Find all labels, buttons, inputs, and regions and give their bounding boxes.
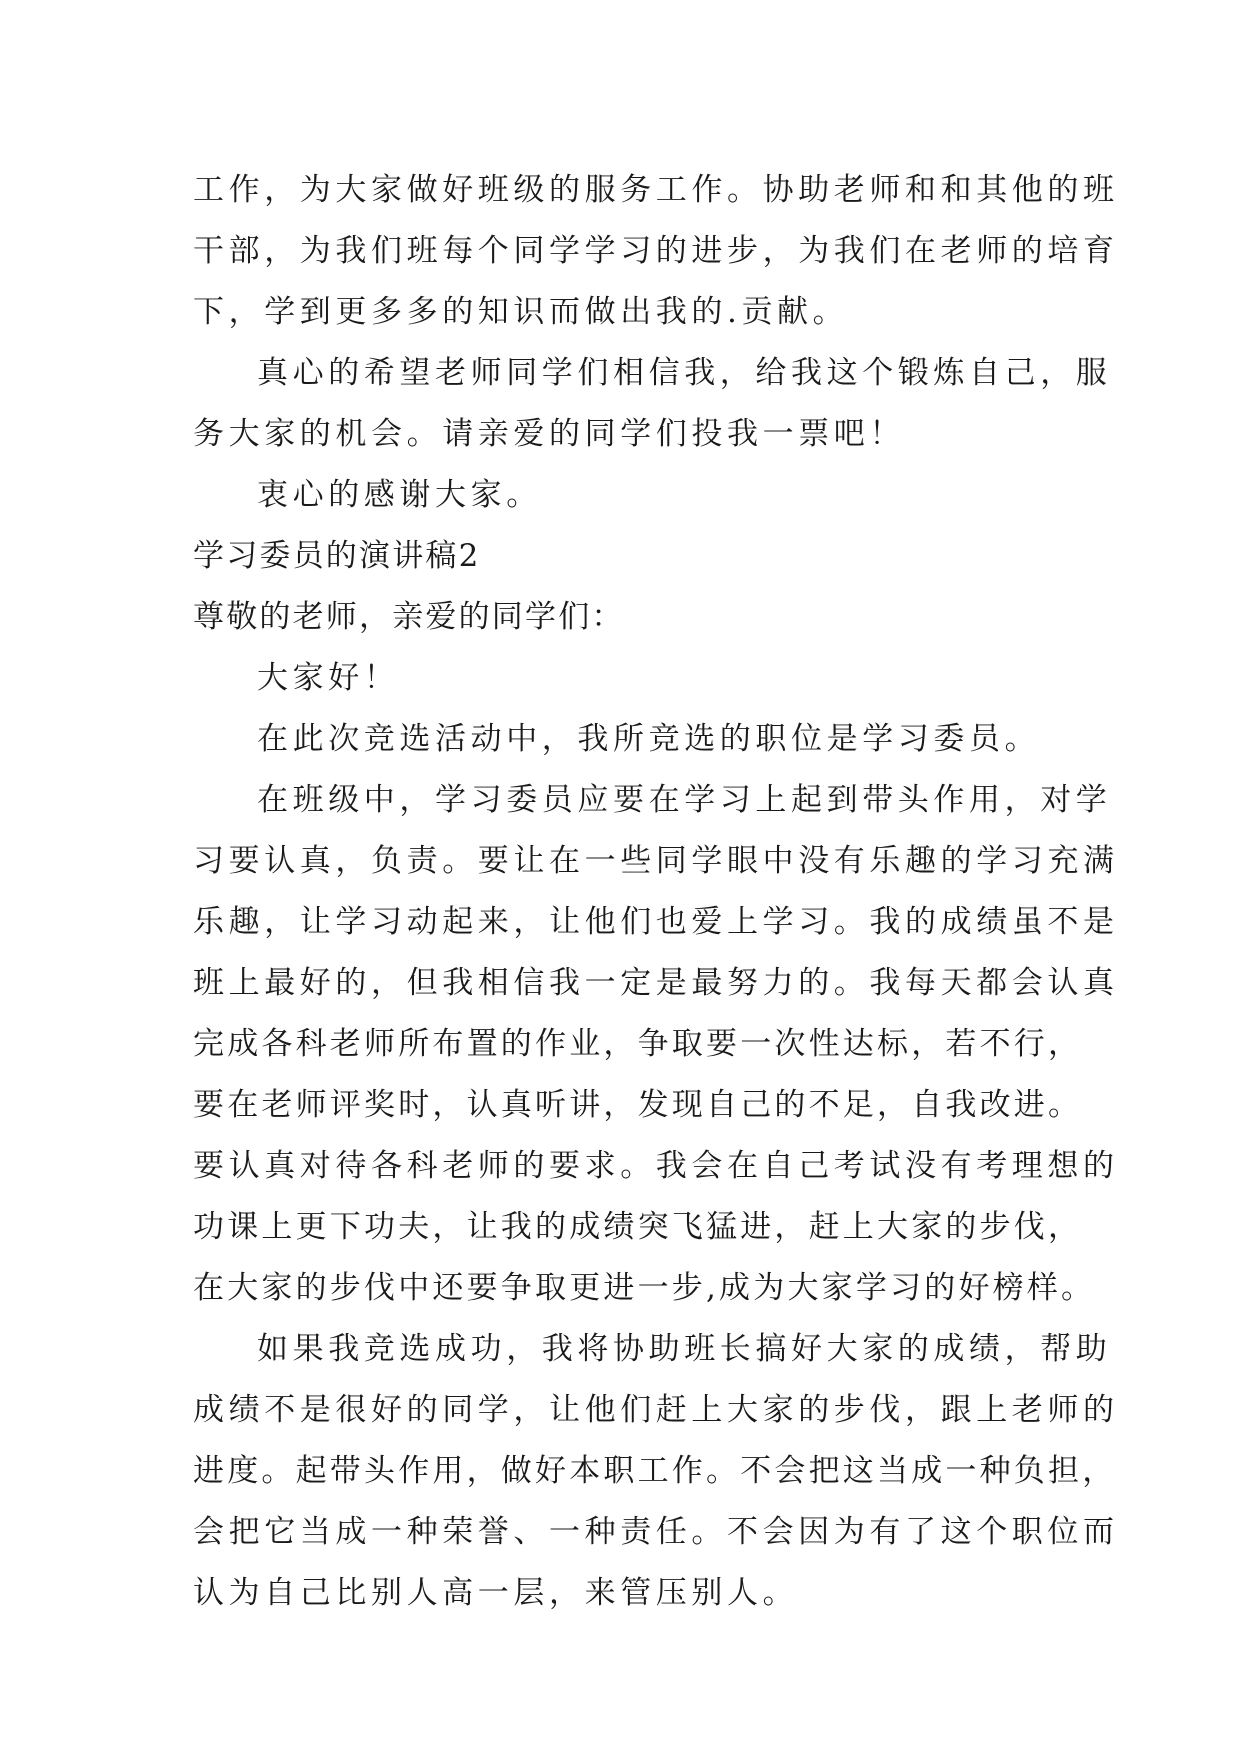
text-line: 真心的希望老师同学们相信我，给我这个锻炼自己，服 xyxy=(257,355,1112,391)
text-line: 习要认真，负责。要让在一些同学眼中没有乐趣的学习充满 xyxy=(193,843,1119,879)
text-line: 如果我竞选成功，我将协助班长搞好大家的成绩，帮助 xyxy=(257,1331,1112,1367)
text-line: 要认真对待各科老师的要求。我会在自己考试没有考理想的 xyxy=(193,1148,1119,1184)
greeting: 大家好！ xyxy=(257,660,400,696)
text-line: 进度。起带头作用，做好本职工作。不会把这当成一种负担， xyxy=(193,1453,1117,1489)
text-line: 下，学到更多多的知识而做出我的.贡献。 xyxy=(193,294,849,330)
salutation: 尊敬的老师，亲爱的同学们： xyxy=(193,599,625,635)
text-line: 要在老师评奖时，认真听讲，发现自己的不足，自我改进。 xyxy=(193,1087,1083,1123)
text-line: 功课上更下功夫，让我的成绩突飞猛进，赶上大家的步伐， xyxy=(193,1209,1083,1245)
text-line: 工作，为大家做好班级的服务工作。协助老师和和其他的班 xyxy=(193,172,1119,208)
text-line: 干部，为我们班每个同学学习的进步，为我们在老师的培育 xyxy=(193,233,1119,269)
text-line: 衷心的感谢大家。 xyxy=(257,477,542,513)
text-line: 在此次竞选活动中，我所竞选的职位是学习委员。 xyxy=(257,721,1041,757)
text-line: 认为自己比别人高一层，来管压别人。 xyxy=(193,1575,799,1611)
text-line: 务大家的机会。请亲爱的同学们投我一票吧！ xyxy=(193,416,905,452)
section-heading: 学习委员的演讲稿2 xyxy=(193,538,481,574)
text-line: 完成各科老师所布置的作业，争取要一次性达标，若不行， xyxy=(193,1026,1083,1062)
text-line: 在班级中，学习委员应要在学习上起到带头作用，对学 xyxy=(257,782,1112,818)
text-line: 在大家的步伐中还要争取更进一步,成为大家学习的好榜样。 xyxy=(193,1270,1096,1306)
document-body xyxy=(193,160,1119,1624)
text-line: 乐趣，让学习动起来，让他们也爱上学习。我的成绩虽不是 xyxy=(193,904,1119,940)
text-line: 班上最好的，但我相信我一定是最努力的。我每天都会认真 xyxy=(193,965,1119,1001)
text-line: 会把它当成一种荣誉、一种责任。不会因为有了这个职位而 xyxy=(193,1514,1119,1550)
text-line: 成绩不是很好的同学，让他们赶上大家的步伐，跟上老师的 xyxy=(193,1392,1119,1428)
